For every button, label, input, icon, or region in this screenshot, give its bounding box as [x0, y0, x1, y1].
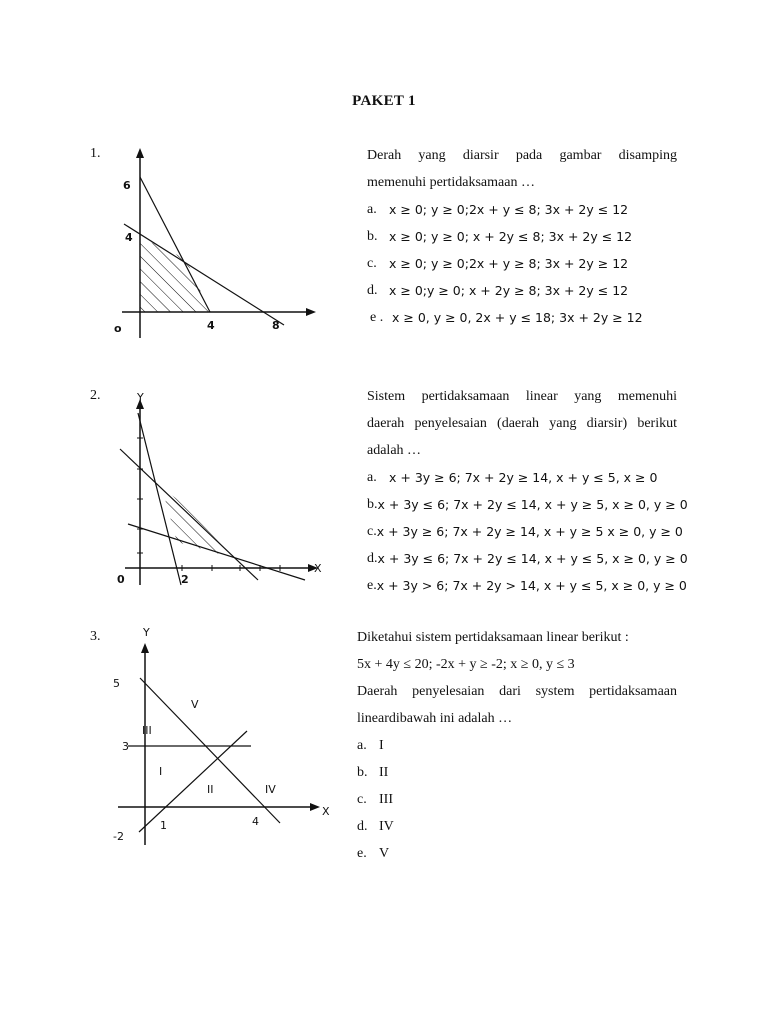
- label-y6: 6: [123, 179, 131, 192]
- option-text: x ≥ 0;y ≥ 0; x + 2y ≥ 8; 3x + 2y ≤ 12: [389, 283, 629, 298]
- question-3-option-c[interactable]: [357, 786, 677, 813]
- y-axis-arrow-icon: [136, 148, 144, 158]
- question-2-line-1: Sistem pertidaksamaan linear yang memenuhi: [367, 389, 677, 404]
- label-x1: 1: [160, 819, 167, 832]
- page-title: PAKET 1: [352, 93, 416, 109]
- label-x-axis: X: [322, 805, 330, 818]
- option-text: IV: [379, 819, 394, 834]
- option-text: III: [379, 792, 393, 807]
- option-letter: c.: [367, 256, 377, 271]
- option-text: x + 3y ≥ 6; 7x + 2y ≥ 14, x + y ≤ 5, x ≥ 0: [389, 470, 658, 485]
- option-letter: a.: [357, 738, 367, 753]
- option-text: x ≥ 0; y ≥ 0;2x + y ≤ 8; 3x + 2y ≤ 12: [389, 202, 629, 217]
- option-letter: e.: [367, 578, 377, 593]
- label-x4: 4: [207, 319, 215, 332]
- option-letter: d.: [367, 551, 378, 566]
- question-1-graph: [100, 140, 330, 350]
- label-y-neg2: -2: [113, 830, 124, 843]
- question-1-option-e[interactable]: [367, 304, 677, 331]
- option-letter: b.: [367, 229, 378, 244]
- axis-ticks: [137, 438, 280, 571]
- option-letter: c.: [367, 524, 377, 539]
- question-3-text: [357, 624, 677, 867]
- option-letter: e.: [357, 846, 367, 861]
- option-letter: b.: [357, 765, 368, 780]
- question-2-option-a[interactable]: [367, 464, 677, 491]
- option-letter: b.: [367, 497, 378, 512]
- region-label-V: V: [191, 698, 199, 711]
- question-1-line-2: memenuhi pertidaksamaan …: [367, 175, 535, 190]
- y-axis-arrow-icon: [141, 643, 149, 653]
- option-text: x ≥ 0, y ≥ 0, 2x + y ≤ 18; 3x + 2y ≥ 12: [392, 310, 643, 325]
- question-3-line-2: 5x + 4y ≤ 20; -2x + y ≥ -2; x ≥ 0, y ≤ 3: [357, 657, 575, 672]
- option-text: II: [379, 765, 389, 780]
- question-3-option-e[interactable]: [357, 840, 677, 867]
- question-1-option-c[interactable]: [367, 250, 677, 277]
- question-3-option-b[interactable]: [357, 759, 677, 786]
- line-5x-plus-4y: [140, 678, 280, 823]
- x-axis-arrow-icon: [306, 308, 316, 316]
- label-y5: 5: [113, 677, 120, 690]
- question-2-number: 2.: [90, 388, 101, 403]
- option-text: x + 3y ≥ 6; 7x + 2y ≥ 14, x + y ≥ 5 x ≥ 0, y ≥ 0: [376, 524, 683, 539]
- question-3-line-3: Daerah penyelesaian dari system pertidaksamaan: [357, 684, 677, 699]
- option-letter: d.: [367, 283, 378, 298]
- label-y4: 4: [125, 231, 133, 244]
- option-letter: e .: [370, 310, 384, 325]
- shaded-region: [140, 237, 210, 312]
- question-3-option-d[interactable]: [357, 813, 677, 840]
- question-1-text: [367, 142, 677, 331]
- option-letter: c.: [357, 792, 367, 807]
- label-origin: o: [114, 322, 122, 335]
- option-letter: a.: [367, 202, 377, 217]
- line-x-plus-3y: [128, 524, 305, 580]
- question-3-number: 3.: [90, 629, 101, 644]
- question-3-option-a[interactable]: [357, 732, 677, 759]
- label-y3: 3: [122, 740, 129, 753]
- option-letter: d.: [357, 819, 368, 834]
- question-1-line-1: Derah yang diarsir pada gambar disamping: [367, 148, 677, 163]
- x-axis-arrow-icon: [310, 803, 320, 811]
- region-label-II: II: [207, 783, 214, 796]
- region-label-III: III: [142, 724, 152, 737]
- option-text: x ≥ 0; y ≥ 0;2x + y ≥ 8; 3x + 2y ≥ 12: [389, 256, 629, 271]
- label-x-axis: X: [314, 562, 322, 575]
- question-1-option-a[interactable]: [367, 196, 677, 223]
- question-2-graph: [100, 385, 335, 595]
- label-x4: 4: [252, 815, 259, 828]
- label-origin: 0: [117, 573, 125, 586]
- option-text: x ≥ 0; y ≥ 0; x + 2y ≤ 8; 3x + 2y ≤ 12: [389, 229, 633, 244]
- question-2-text: [367, 383, 688, 599]
- question-2-option-d[interactable]: [367, 545, 688, 572]
- option-text: x + 3y ≤ 6; 7x + 2y ≤ 14, x + y ≤ 5, x ≥ 0, y ≥ 0: [377, 551, 688, 566]
- option-text: x + 3y ≤ 6; 7x + 2y ≤ 14, x + y ≥ 5, x ≥ 0, y ≥ 0: [377, 497, 688, 512]
- label-y-axis: Y: [137, 391, 144, 404]
- option-letter: a.: [367, 470, 377, 485]
- question-3-line-1: Diketahui sistem pertidaksamaan linear berikut :: [357, 630, 629, 645]
- question-2-line-2: daerah penyelesaian (daerah yang diarsir) berikut: [367, 416, 677, 431]
- question-2-option-b[interactable]: [367, 491, 688, 518]
- question-2-option-c[interactable]: [367, 518, 683, 545]
- label-y-axis: Y: [143, 626, 150, 639]
- question-3-graph: [100, 620, 340, 850]
- question-1-number: 1.: [90, 146, 101, 161]
- option-text: V: [379, 846, 390, 861]
- question-2-line-3: adalah …: [367, 443, 422, 458]
- option-text: I: [379, 738, 384, 753]
- region-label-I: I: [159, 765, 163, 778]
- label-x8: 8: [272, 319, 280, 332]
- label-x2: 2: [181, 573, 189, 586]
- question-3-line-4: lineardibawah ini adalah …: [357, 711, 513, 726]
- question-1-option-d[interactable]: [367, 277, 677, 304]
- option-text: x + 3y > 6; 7x + 2y > 14, x + y ≤ 5, x ≥ 0, y ≥ 0: [376, 578, 687, 593]
- region-label-IV: IV: [265, 783, 276, 796]
- question-2-option-e[interactable]: [367, 572, 687, 599]
- question-1-option-b[interactable]: [367, 223, 677, 250]
